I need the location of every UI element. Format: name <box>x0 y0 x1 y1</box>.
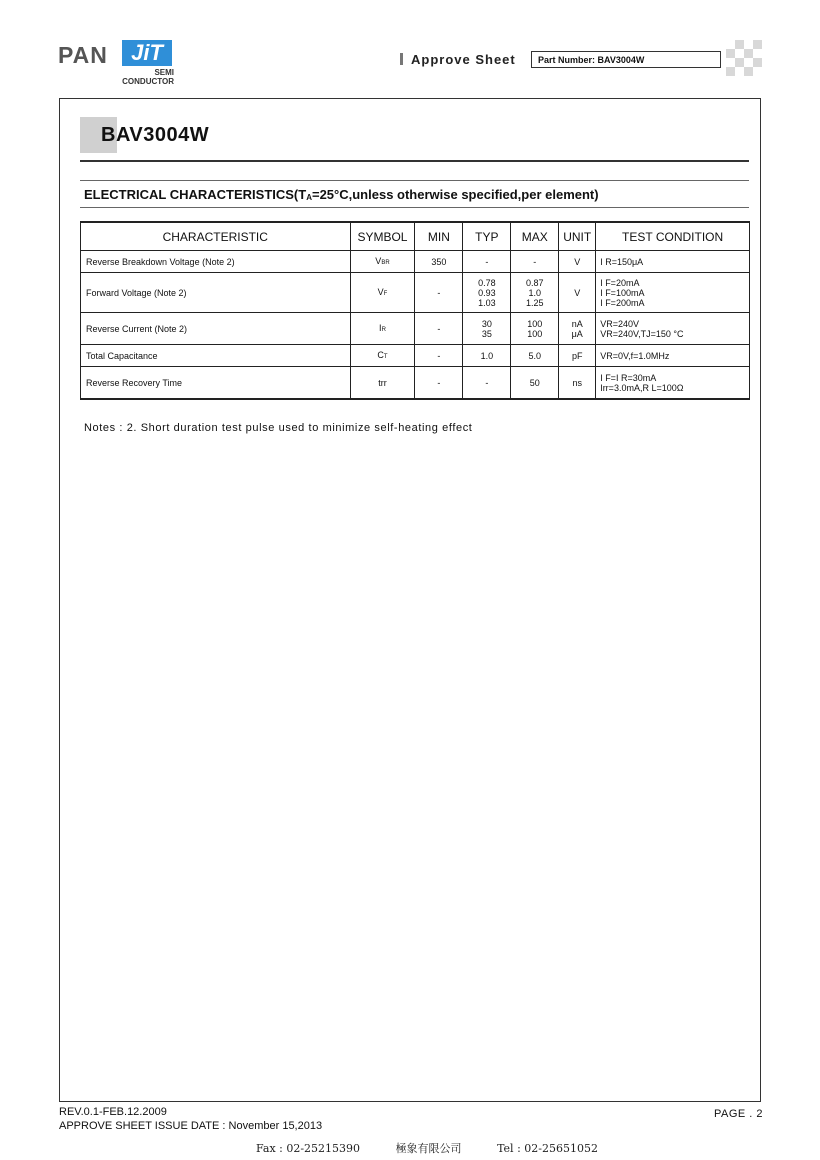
unit-line: ns <box>572 377 582 388</box>
cell-max <box>511 273 559 313</box>
electrical-characteristics-table <box>80 221 750 400</box>
typ-line: 0.78 <box>478 277 496 288</box>
symbol-main: C <box>377 349 384 360</box>
logo-text-pan: PAN <box>58 42 108 68</box>
document-title: BAV3004W <box>101 124 210 146</box>
cell-max <box>511 313 559 345</box>
section-title-sub: A <box>306 193 312 202</box>
header-symbol: SYMBOL <box>350 222 415 251</box>
condition-line: I F=20mA <box>600 277 640 288</box>
part-number-box: Part Number: BAV3004W <box>531 51 721 68</box>
unit-line: V <box>574 287 581 298</box>
cell-test-condition <box>596 345 750 367</box>
condition-line: Irr=3.0mA,R L=100Ω <box>600 382 684 393</box>
cell-typ <box>463 251 511 273</box>
typ-line: 30 <box>481 318 492 329</box>
checker-pattern-icon <box>726 40 762 78</box>
cell-characteristic: Total Capacitance <box>81 345 351 367</box>
typ-line: 0.93 <box>478 287 496 298</box>
cell-max <box>511 367 559 400</box>
cell-symbol <box>350 251 415 273</box>
condition-line: VR=240V,TJ=150 °C <box>600 328 684 339</box>
cell-typ <box>463 367 511 400</box>
max-line: 5.0 <box>528 350 542 361</box>
symbol-main: V <box>375 255 382 266</box>
cell-unit <box>559 273 596 313</box>
cell-min: - <box>415 273 463 313</box>
logo-text-jit: JiT <box>122 40 172 66</box>
cell-max <box>511 345 559 367</box>
max-line: 100 <box>527 328 543 339</box>
section-rule-top <box>80 180 749 181</box>
panjit-logo <box>58 40 188 88</box>
unit-line: μA <box>571 328 583 339</box>
condition-line: I F=I R=30mA <box>600 372 657 383</box>
cell-test-condition <box>596 313 750 345</box>
section-title <box>84 187 599 202</box>
approve-sheet-label <box>400 52 516 67</box>
condition-line: I F=100mA <box>600 287 645 298</box>
symbol-subscript: R <box>381 326 386 333</box>
max-line: 50 <box>529 377 540 388</box>
cell-min: - <box>415 345 463 367</box>
max-line: 1.25 <box>525 297 544 308</box>
header-unit: UNIT <box>559 222 596 251</box>
section-rule-bottom <box>80 207 749 208</box>
symbol-subscript: T <box>383 353 388 360</box>
condition-line: I R=150μA <box>600 256 644 267</box>
cell-symbol <box>350 367 415 400</box>
cell-characteristic: Reverse Breakdown Voltage (Note 2) <box>81 251 351 273</box>
cell-max <box>511 251 559 273</box>
logo-sub-semi: SEMI <box>154 68 174 77</box>
condition-line: I F=200mA <box>600 297 645 308</box>
max-line: 1.0 <box>528 287 542 298</box>
header-typ: TYP <box>463 222 511 251</box>
notes-text: Notes : 2. Short duration test pulse used to minimize self-heating effect <box>84 422 473 434</box>
section-title-pre: ELECTRICAL CHARACTERISTICS(T <box>84 187 307 202</box>
logo-subtitle <box>120 68 174 86</box>
cell-min: - <box>415 313 463 345</box>
unit-line: pF <box>571 350 583 361</box>
symbol-subscript: F <box>383 290 388 297</box>
logo-sub-conductor: CONDUCTOR <box>122 77 174 86</box>
header-characteristic: CHARACTERISTIC <box>81 222 351 251</box>
cell-unit <box>559 367 596 400</box>
table-row <box>81 367 750 400</box>
typ-line: 35 <box>481 328 492 339</box>
table-row <box>81 313 750 345</box>
cell-symbol <box>350 345 415 367</box>
cell-test-condition <box>596 273 750 313</box>
unit-line: nA <box>571 318 583 329</box>
issue-date-text: APPROVE SHEET ISSUE DATE : November 15,2013 <box>59 1120 323 1132</box>
max-line: 0.87 <box>525 277 544 288</box>
page-number: PAGE . 2 <box>714 1108 764 1120</box>
cell-characteristic: Reverse Current (Note 2) <box>81 313 351 345</box>
fax-text: Fax : 02-25215390 <box>256 1142 361 1155</box>
revision-text: REV.0.1-FEB.12.2009 <box>59 1106 167 1118</box>
typ-line: - <box>485 377 489 388</box>
cell-min: - <box>415 367 463 400</box>
cell-typ <box>463 313 511 345</box>
condition-line: VR=240V <box>600 318 639 329</box>
max-line: - <box>533 256 537 267</box>
cell-test-condition <box>596 251 750 273</box>
tel-text: Tel : 02-25651052 <box>497 1142 598 1155</box>
max-line: 100 <box>527 318 543 329</box>
cell-unit <box>559 345 596 367</box>
typ-line: - <box>485 256 489 267</box>
unit-line: V <box>574 256 581 267</box>
typ-line: 1.0 <box>480 350 494 361</box>
cell-typ <box>463 345 511 367</box>
cell-test-condition <box>596 367 750 400</box>
cell-unit <box>559 313 596 345</box>
table-row <box>81 251 750 273</box>
cell-symbol <box>350 313 415 345</box>
table-row <box>81 273 750 313</box>
approve-sheet-text: Approve Sheet <box>411 52 516 67</box>
symbol-main: I <box>379 322 382 333</box>
title-rule <box>80 160 749 162</box>
section-title-post: =25°C,unless otherwise specified,per element) <box>311 187 599 202</box>
cell-unit <box>559 251 596 273</box>
company-name: 極象有限公司 <box>395 1142 462 1155</box>
symbol-subscript: BR <box>381 259 390 266</box>
cell-typ <box>463 273 511 313</box>
symbol-main: V <box>377 286 384 297</box>
label-bar-icon <box>400 53 403 65</box>
table-header-row <box>81 222 750 251</box>
header-max: MAX <box>511 222 559 251</box>
symbol-main: trr <box>378 377 387 388</box>
condition-line: VR=0V,f=1.0MHz <box>600 350 670 361</box>
header-test-condition: TEST CONDITION <box>596 222 750 251</box>
cell-characteristic: Forward Voltage (Note 2) <box>81 273 351 313</box>
cell-symbol <box>350 273 415 313</box>
table-row <box>81 345 750 367</box>
cell-characteristic: Reverse Recovery Time <box>81 367 351 400</box>
typ-line: 1.03 <box>478 297 496 308</box>
cell-min: 350 <box>415 251 463 273</box>
contact-line <box>256 1140 630 1156</box>
header-min: MIN <box>415 222 463 251</box>
